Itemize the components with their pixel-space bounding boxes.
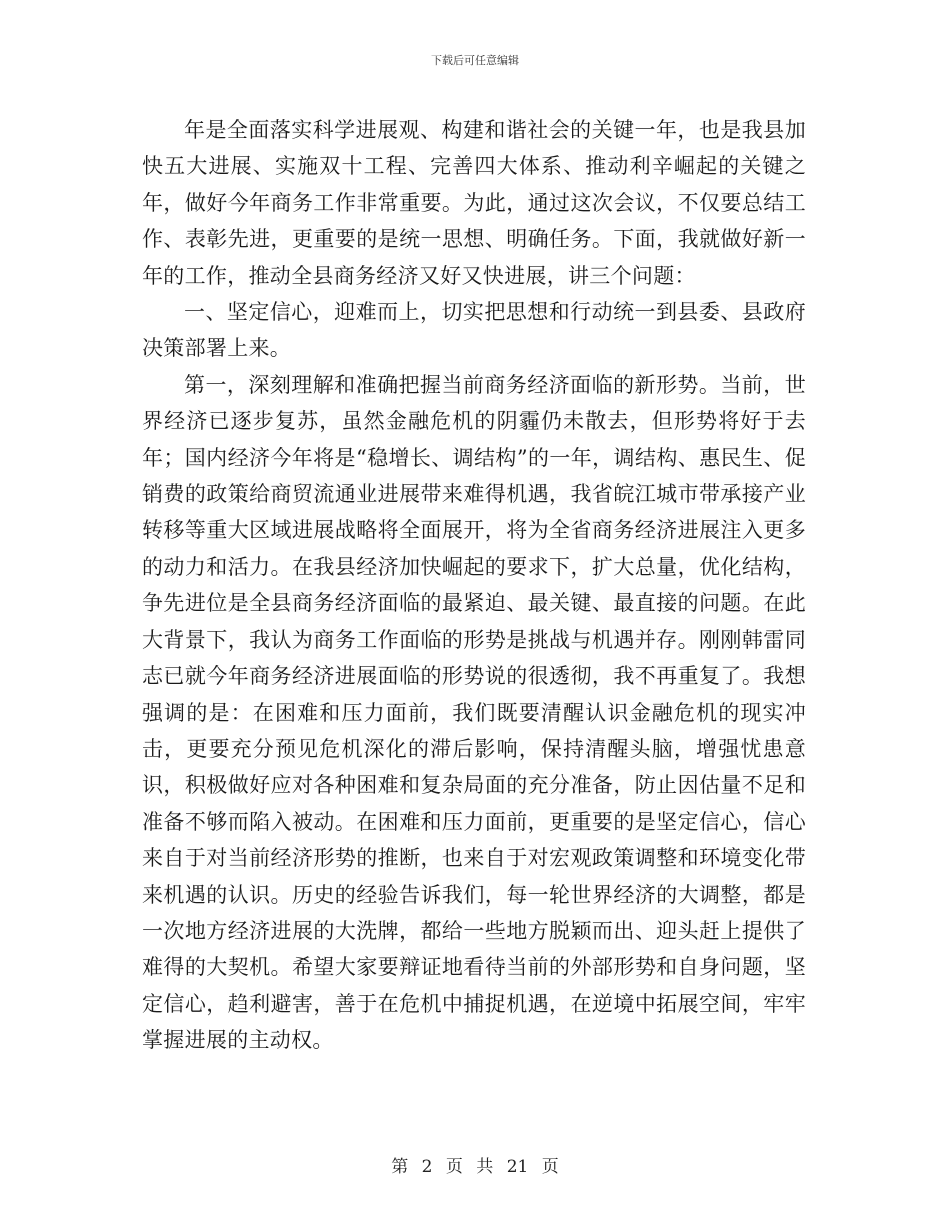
paragraph-intro: 年是全面落实科学进展观、构建和谐社会的关键一年，也是我县加快五大进展、实施双十工程、完善四大体系、推动利辛崛起的关键之年，做好今年商务工作非常重要。为此，通过这次会议，不仅要总结工作、表彰先进，更重要的是统一思想、明确任务。下面，我就做好新一年的工作，推动全县商务经济又好又快进展，讲三个问题：	[142, 118, 806, 288]
page-footer	[0, 1152, 950, 1177]
footer-page-prefix: 第	[391, 1157, 409, 1177]
footer-page-number: 2	[421, 1157, 433, 1177]
paragraph-first-point: 第一，深刻理解和准确把握当前商务经济面临的新形势。当前，世界经济已逐步复苏，虽然金融危机的阴霾仍未散去，但形势将好于去年；国内经济今年将是“稳增长、调结构”的一年，调结构、惠民生、促销费的政策给商贸流通业进展带来难得机遇，我省皖江城市带承接产业转移等重大区域进展战略将全面展开，将为全省商务经济进展注入更多的动力和活力。在我县经济加快崛起的要求下，扩大总量，优化结构，争先进位是全县商务经济面临的最紧迫、最关键、最直接的问题。在此大背景下，我认为商务工作面临的形势是挑战与机遇并存。刚刚韩雷同志已就今年商务经济进展面临的形势说的很透彻，我不再重复了。我想强调的是：在困难和压力面前，我们既要清醒认识金融危机的现实冲击，更要充分预见危机深化的滞后影响，保持清醒头脑，增强忧患意识，积极做好应对各种困难和复杂局面的充分准备，防止因估量不足和准备不够而陷入被动。在困难和压力面前，更重要的是坚定信心，信心来自于对当前经济形势的推断，也来自于对宏观政策调整和环境变化带来机遇的认识。历史的经验告诉我们，每一轮世界经济的大调整，都是一次地方经济进展的大洗牌，都给一些地方脱颖而出、迎头赶上提供了难得的大契机。希望大家要辩证地看待当前的外部形势和自身问题，坚定信心，趋利避害，善于在危机中捕捉机遇，在逆境中拓展空间，牢牢掌握进展的主动权。	[142, 372, 806, 1053]
footer-total-suffix: 页	[541, 1157, 559, 1177]
footer-page-mid: 页	[445, 1157, 463, 1177]
footer-total-pages: 21	[506, 1157, 529, 1177]
document-body	[142, 112, 806, 1059]
paragraph-section-heading: 一、坚定信心，迎难而上，切实把思想和行动统一到县委、县政府决策部署上来。	[142, 300, 806, 361]
footer-total-prefix: 共	[476, 1157, 494, 1177]
header-note: 下载后可任意编辑	[431, 54, 519, 67]
